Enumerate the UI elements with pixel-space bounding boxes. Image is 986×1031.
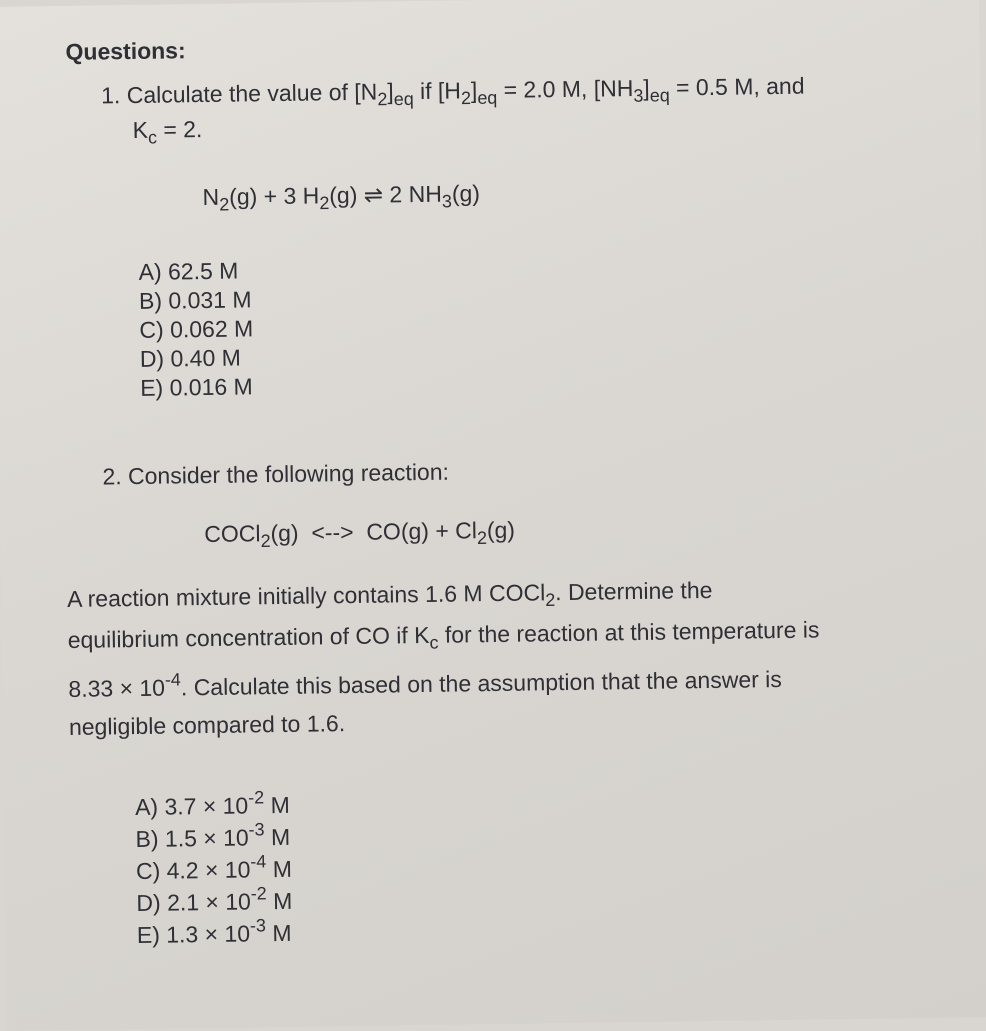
q1-text: ] [387,78,394,105]
reaction-subscript: 2 [476,527,488,548]
equilibrium-arrow-icon: ⇌ [363,181,384,208]
q2-para-superscript: -4 [164,669,181,690]
q1-subscript: eq [393,88,414,110]
reaction-text: COCl [204,520,261,548]
q1-text: if [H [413,77,462,105]
q2-para-text: . Determine the [555,576,713,606]
reaction-text: 2 NH [382,180,443,208]
option-unit: M [265,919,292,947]
q2-para-text: 8.33 × 10 [68,674,166,702]
q2-option-d[interactable] [136,885,292,919]
q2-prompt [102,459,449,491]
option-exponent: -2 [247,787,265,808]
option-exponent: -3 [249,915,267,936]
option-base: B) 1.5 × 10 [135,824,249,853]
reaction-subscript: 2 [260,530,271,551]
q2-options [135,789,293,951]
reaction-subscript: 3 [441,191,453,212]
reaction-text: (g) <--> CO(g) + Cl [270,517,478,547]
reaction-subscript: 2 [219,194,230,215]
option-exponent: -3 [248,819,265,840]
q2-para-subscript: c [429,632,439,653]
q1-reaction [202,180,481,215]
q1-prompt-line1 [101,73,805,110]
kc-value: = 2. [156,116,203,143]
q2-para-line3 [68,666,782,703]
q1-text: Calculate the value of [N [126,78,378,109]
reaction-subscript: 2 [319,192,330,214]
q2-option-b[interactable] [135,821,291,855]
q1-option-e[interactable]: E) 0.016 M [140,373,253,401]
q2-reaction [204,516,516,551]
option-unit: M [266,887,293,915]
q1-text: ] [470,77,478,104]
option-base: C) 4.2 × 10 [135,856,251,885]
option-base: A) 3.7 × 10 [134,792,249,821]
q1-option-a[interactable]: A) 62.5 M [138,257,239,285]
reaction-text: (g) + 3 H [228,182,320,210]
q1-subscript: 3 [633,85,644,106]
q1-text: = 0.5 M, and [669,72,805,101]
option-base: E) 1.3 × 10 [136,920,251,949]
q2-option-c[interactable] [136,853,292,887]
option-unit: M [264,823,291,851]
reaction-text: N [202,183,220,211]
q2-para-line2 [68,616,820,653]
q2-para-line1 [67,577,713,613]
q2-option-e[interactable] [137,917,293,951]
q2-para-text: for the reaction at this temperature is [438,616,820,648]
q1-text: ] [643,74,650,101]
q1-options [138,256,254,403]
q1-kc-line [132,116,203,148]
questions-heading: Questions: [65,37,186,65]
option-base: D) 2.1 × 10 [136,888,252,917]
kc-symbol: K [132,116,149,143]
q1-number: 1. [100,82,121,109]
q2-para-text: . Calculate this based on the assumption that the answer is [180,665,782,701]
q2-para-text: equilibrium concentration of CO if K [67,621,430,653]
q1-subscript: 2 [460,88,472,109]
q2-para-line4: negligible compared to 1.6. [68,710,346,740]
q1-option-b[interactable]: B) 0.031 M [138,286,252,314]
q2-option-a[interactable] [135,789,291,823]
q1-subscript: 2 [377,89,388,110]
q2-intro: Consider the following reaction: [127,458,450,490]
reaction-text: (g) [451,180,481,207]
q1-subscript: eq [649,85,670,106]
option-exponent: -4 [250,851,267,872]
q2-number: 2. [102,463,122,490]
option-exponent: -2 [250,883,267,904]
q1-text: = 2.0 M, [NH [497,75,634,103]
kc-subscript: c [147,127,158,148]
q2-para-text: A reaction mixture initially contains 1.6 M COCl [66,579,546,612]
reaction-text: (g) [329,181,364,209]
option-unit: M [264,791,290,819]
q1-option-c[interactable]: C) 0.062 M [139,315,254,343]
reaction-text: (g) [486,516,516,544]
q1-option-d[interactable]: D) 0.40 M [139,344,241,372]
q2-para-subscript: 2 [545,589,556,611]
option-unit: M [266,855,293,883]
q1-subscript: eq [477,87,498,108]
